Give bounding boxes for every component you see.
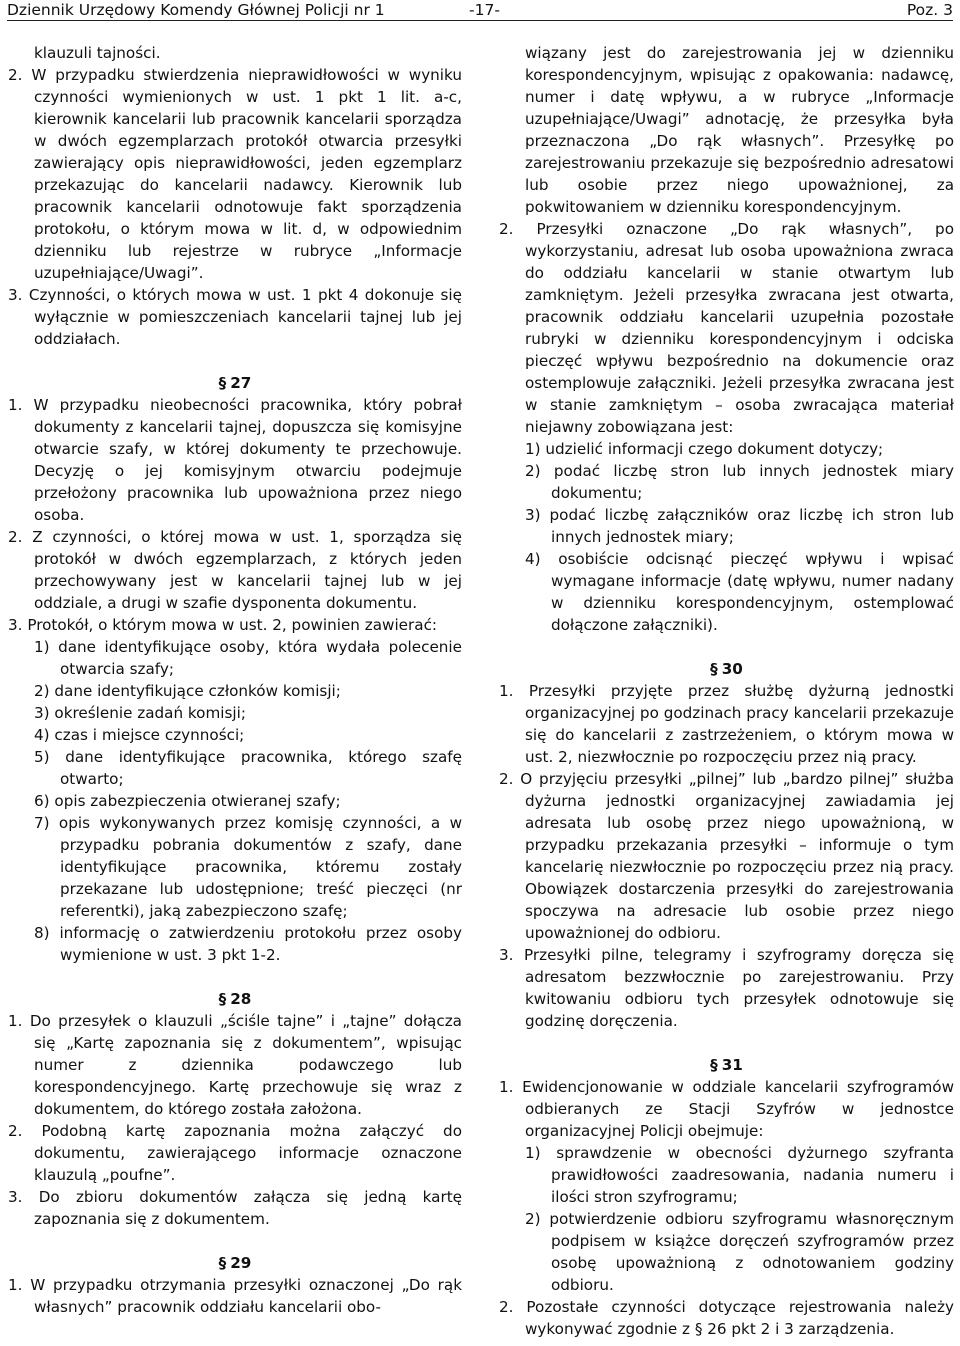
paragraph: 2. Z czynności, o której mowa w ust. 1, sporządza się protokół w dwóch egzemplarzach, z których jeden przechowywany jest w kancelarii tajnej lub w jej oddziale, a drugi w szafie dysponenta dokumentu. [8, 528, 462, 612]
paragraph: 3. Do zbioru dokumentów załącza się jedną kartę zapoznania się z dokumentem. [8, 1188, 462, 1228]
paragraph: 1. W przypadku otrzymania przesyłki oznaczonej „Do rąk własnych” pracownik oddziału kancelarii obo- [8, 1276, 462, 1316]
header-divider [7, 20, 953, 21]
list-item: 2) potwierdzenie odbioru szyfrogramu własnoręcznym podpisem w książce doręczeń szyfrogramów przez osobę upoważnioną z odnotowaniem godziny odbioru. [525, 1210, 954, 1294]
section-number: 27 [230, 374, 252, 392]
paragraph: 2. Przesyłki oznaczone „Do rąk własnych”, po wykorzystaniu, adresat lub osoba upoważniona zwraca do oddziału kancelarii w stanie otwartym lub zamkniętym. Jeżeli przesyłka zwracana jest otwarta, pracownik oddziału kancelarii uzupełnia pozostałe rubryki w dzienniku korespondencyjnym i odciska pieczęć wpływu bezpośrednio na dokumencie oraz ostemplowuje załączniki. Jeżeli przesyłka zwracana jest w stanie zamkniętym – osoba zwracająca materiał niejawny zobowiązana jest: [499, 220, 954, 436]
section-heading-28 [8, 988, 462, 1010]
list-item: 7) opis wykonywanych przez komisję czynności, a w przypadku pobrania dokumentów z szafy, dane identyfikujące pracownika, któremu zostały przekazane lub udostępnione; treść pieczęci (nr referentki), jaką zabezpieczono szafę; [34, 814, 462, 920]
list-item: 1) sprawdzenie w obecności dyżurnego szyfranta prawidłowości zaadresowania, nadania numeru i ilości stron szyfrogramu; [525, 1144, 954, 1206]
continuation-text: wiązany jest do zarejestrowania jej w dzienniku korespondencyjnym, wpisując z opakowania: nadawcę, numer i datę wpływu, a w rubryce „Informacje uzupełniające/Uwagi” adnotację, że przesyłka była przeznaczona „Do rąk własnych”. Przesyłkę po zarejestrowaniu przekazuje się bezpośrednio adresatowi lub osobie przez niego upoważnionej, za pokwitowaniem w dzienniku korespondencyjnym. [525, 44, 954, 216]
continuation-text: klauzuli tajności. [34, 44, 161, 62]
section-heading-30 [499, 658, 954, 680]
section-number: 28 [230, 990, 252, 1008]
paragraph: 3. Protokół, o którym mowa w ust. 2, powinien zawierać: [8, 616, 438, 634]
paragraph: 1. Do przesyłek o klauzuli „ściśle tajne” i „tajne” dołącza się „Kartę zapoznania się z dokumentem”, wpisując numer z dziennika podawczego lub korespondencyjnego. Kartę przechowuje się wraz z dokumentem, do którego została założona. [8, 1012, 462, 1118]
list-item: 3) podać liczbę załączników oraz liczbę ich stron lub innych jednostek miary; [525, 506, 954, 546]
paragraph: 2. W przypadku stwierdzenia nieprawidłowości w wyniku czynności wymienionych w ust. 1 pkt 1 lit. a-c, kierownik kancelarii lub pracownik kancelarii sporządza w dwóch egzemplarzach protokół otwarcia przesyłki zawierający opis nieprawidłowości, jeden egzemplarz przekazując do kancelarii nadawcy. Kierownik lub pracownik kancelarii odnotowuje fakt sporządzenia protokołu, o którym mowa w lit. d, w odpowiednim dzienniku lub rejestrze w rubryce „Informacje uzupełniające/Uwagi”. [8, 66, 462, 282]
paragraph: 3. Przesyłki pilne, telegramy i szyfrogramy doręcza się adresatom bezzwłocznie po zarejestrowaniu. Przy kwitowaniu odbioru tych przesyłek odnotowuje się godzinę doręczenia. [499, 946, 954, 1030]
list-item: 1) udzielić informacji czego dokument dotyczy; [525, 440, 884, 458]
paragraph: 2. Pozostałe czynności dotyczące rejestrowania należy wykonywać zgodnie z § 26 pkt 2 i 3 zarządzenia. [499, 1298, 954, 1338]
section-heading-31 [499, 1054, 954, 1076]
paragraph: 1. W przypadku nieobecności pracownika, który pobrał dokumenty z kancelarii tajnej, dopuszcza się komisyjne otwarcie szafy, w której dokumenty te przechowuje. Decyzję o jej komisyjnym otwarciu podejmuje przełożony pracownika lub upoważniona przez niego osoba. [8, 396, 462, 524]
section-sign: § [218, 374, 227, 392]
list-item: 5) dane identyfikujące pracownika, którego szafę otwarto; [34, 748, 462, 788]
list-item: 3) określenie zadań komisji; [34, 704, 246, 722]
section-heading-29 [8, 1252, 462, 1274]
section-number: 29 [230, 1254, 252, 1272]
section-number: 30 [721, 660, 743, 678]
left-column [8, 42, 462, 1318]
list-item: 4) osobiście odcisnąć pieczęć wpływu i wpisać wymagane informacje (datę wpływu, numer nadany w dzienniku korespondencyjnym, ostemplować dołączone załączniki). [525, 550, 954, 634]
section-number: 31 [721, 1056, 743, 1074]
list-item: 1) dane identyfikujące osoby, która wydała polecenie otwarcia szafy; [34, 638, 462, 678]
paragraph: 3. Czynności, o których mowa w ust. 1 pkt 4 dokonuje się wyłącznie w pomieszczeniach kancelarii tajnej lub jej oddziałach. [8, 286, 462, 348]
section-sign: § [218, 990, 227, 1008]
paragraph: 2. Podobną kartę zapoznania można załączyć do dokumentu, zawierającego informacje oznaczone klauzulą „poufne”. [8, 1122, 462, 1184]
paragraph: 1. Ewidencjonowanie w oddziale kancelarii szyfrogramów odbieranych ze Stacji Szyfrów w jednostce organizacyjnej Policji obejmuje: [499, 1078, 954, 1140]
section-heading-27 [8, 372, 462, 394]
page-number: -17- [469, 1, 500, 19]
list-item: 2) dane identyfikujące członków komisji; [34, 682, 341, 700]
list-item: 8) informację o zatwierdzeniu protokołu przez osoby wymienione w ust. 3 pkt 1-2. [34, 924, 462, 964]
paragraph: 2. O przyjęciu przesyłki „pilnej” lub „bardzo pilnej” służba dyżurna jednostki organizacyjnej zawiadamia jej adresata lub osobę przez niego upoważnioną, w przypadku przekazania przesyłki – informuje o tym kancelarię niezwłocznie po rozpoczęciu przez nią pracy. Obowiązek dostarczenia przesyłki do zarejestrowania spoczywa na adresacie lub osobie przez niego upoważnionej do odbioru. [499, 770, 954, 942]
list-item: 6) opis zabezpieczenia otwieranej szafy; [34, 792, 341, 810]
list-item: 2) podać liczbę stron lub innych jednostek miary dokumentu; [525, 462, 954, 502]
list-item: 4) czas i miejsce czynności; [34, 726, 245, 744]
position-number: Poz. 3 [906, 1, 953, 19]
right-column [499, 42, 954, 1340]
page-header [7, 0, 953, 20]
journal-title: Dziennik Urzędowy Komendy Głównej Policji nr 1 [7, 1, 385, 19]
section-sign: § [710, 1056, 718, 1074]
paragraph: 1. Przesyłki przyjęte przez służbę dyżurną jednostki organizacyjnej po godzinach pracy kancelarii przekazuje się do kancelarii z zastrzeżeniem, o którym mowa w ust. 2, niezwłocznie po rozpoczęciu przez nią pracy. [499, 682, 954, 766]
section-sign: § [218, 1254, 227, 1272]
section-sign: § [710, 660, 718, 678]
